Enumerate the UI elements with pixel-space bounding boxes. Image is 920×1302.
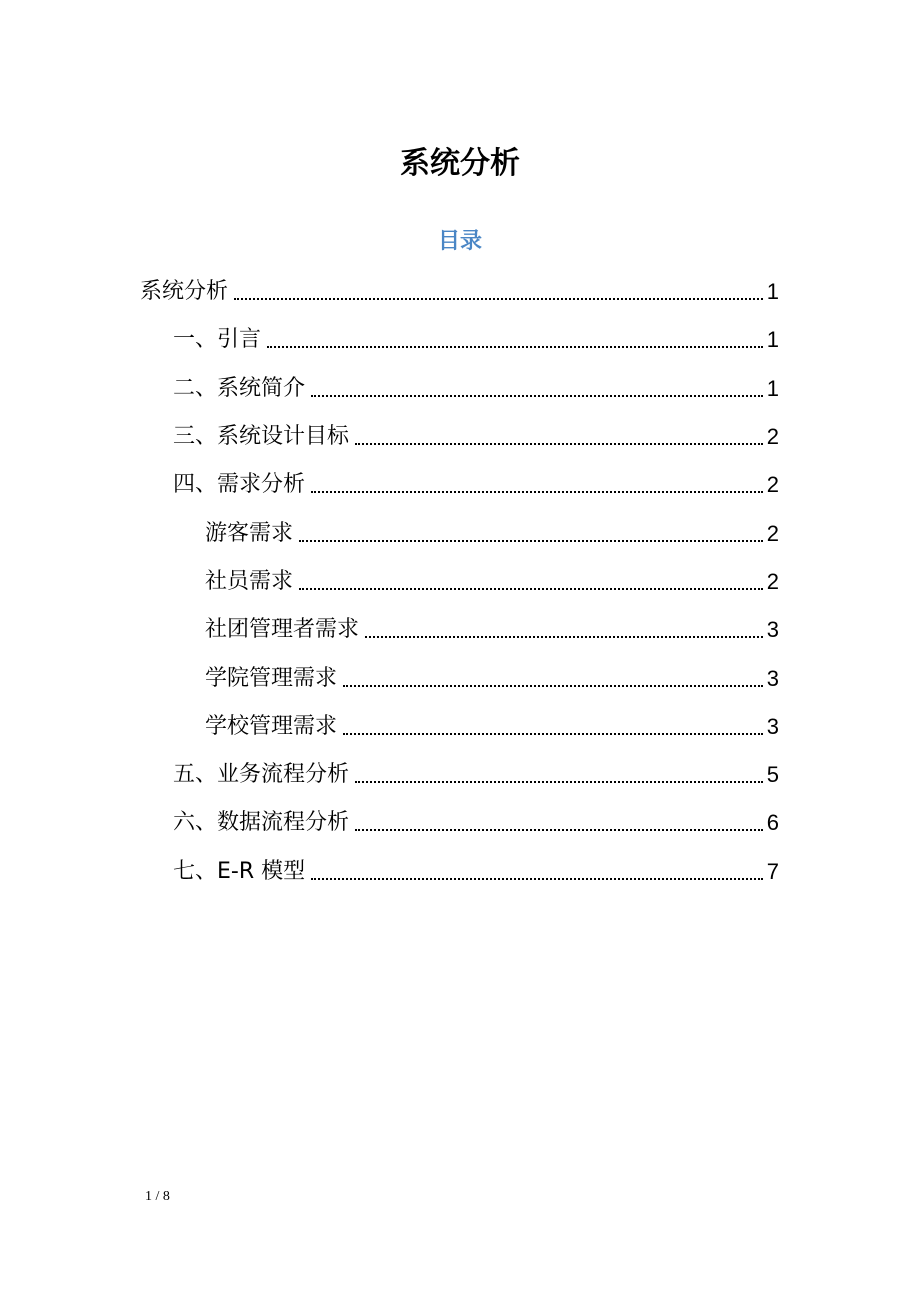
toc-page-number: 2: [766, 424, 779, 450]
toc-entry-title: 六、数据流程分析: [173, 810, 350, 836]
toc-page-number: 2: [766, 520, 779, 546]
toc-dot-leader: [299, 540, 763, 542]
toc-entry-title: 二、系统简介: [173, 375, 306, 401]
toc-entry[interactable]: [0, 558, 920, 606]
toc-dot-leader: [299, 588, 763, 590]
toc-entry-title: 系统分析: [140, 279, 229, 305]
document-title: 系统分析: [400, 146, 520, 181]
toc-dot-leader: [343, 733, 763, 735]
toc-entry-title: 社员需求: [205, 568, 294, 594]
toc-entry-title: 四、需求分析: [173, 472, 306, 498]
toc-entry-title: 五、业务流程分析: [173, 762, 350, 788]
toc-entry-title: 一、引言: [173, 327, 262, 353]
toc-page-number: 2: [766, 568, 779, 594]
toc-page-number: 2: [766, 472, 779, 498]
toc-page-number: 6: [766, 810, 779, 836]
toc-dot-leader: [365, 636, 763, 638]
toc-dot-leader: [311, 491, 763, 493]
toc-page-number: 3: [766, 713, 779, 739]
toc-page-number: 1: [766, 327, 779, 353]
toc-dot-leader: [267, 346, 763, 348]
toc-entry-title: 社团管理者需求: [205, 617, 360, 643]
toc-dot-leader: [343, 685, 763, 687]
toc-entry-title: 学校管理需求: [205, 713, 338, 739]
toc-entry-title: 三、系统设计目标: [173, 424, 350, 450]
toc-entry[interactable]: [0, 413, 920, 461]
toc-entry-title: 七、E-R 模型: [173, 858, 306, 884]
toc-dot-leader: [355, 781, 763, 783]
toc-entry[interactable]: [0, 461, 920, 509]
toc-entry[interactable]: [0, 703, 920, 751]
toc-page-number: 3: [766, 617, 779, 643]
toc-entry[interactable]: [0, 654, 920, 702]
toc-heading: 目录: [437, 229, 482, 254]
toc-entry[interactable]: [0, 509, 920, 557]
toc-dot-leader: [355, 829, 763, 831]
toc-entry[interactable]: [0, 365, 920, 413]
toc-dot-leader: [311, 395, 763, 397]
toc-dot-leader: [355, 443, 763, 445]
toc-entry[interactable]: [0, 316, 920, 364]
table-of-contents: [0, 268, 920, 896]
toc-page-number: 5: [766, 762, 779, 788]
toc-entry-title: 学院管理需求: [205, 665, 338, 691]
toc-page-number: 1: [766, 279, 779, 305]
toc-page-number: 1: [766, 375, 779, 401]
page-indicator: 1 / 8: [145, 1189, 170, 1204]
toc-dot-leader: [234, 298, 763, 300]
toc-entry[interactable]: [0, 848, 920, 896]
toc-entry[interactable]: [0, 799, 920, 847]
toc-page-number: 7: [766, 858, 779, 884]
toc-entry-title: 游客需求: [205, 520, 294, 546]
toc-entry[interactable]: [0, 751, 920, 799]
toc-entry[interactable]: [0, 606, 920, 654]
toc-dot-leader: [311, 878, 763, 880]
toc-entry[interactable]: [0, 268, 920, 316]
toc-page-number: 3: [766, 665, 779, 691]
